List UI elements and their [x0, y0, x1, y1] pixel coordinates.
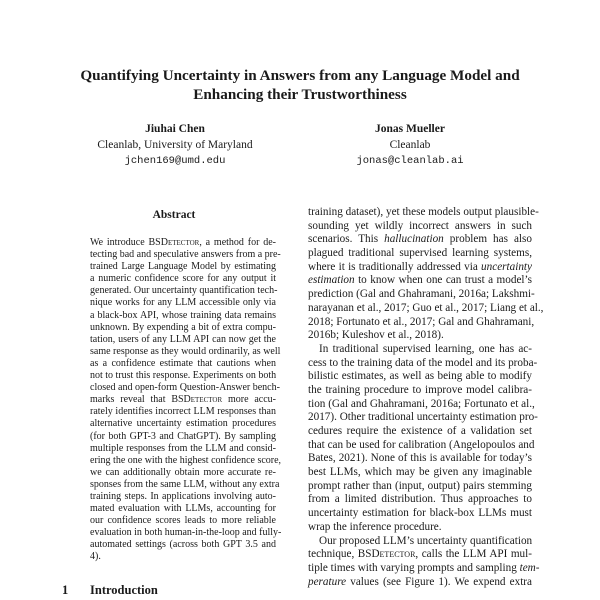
- text-span: problem has also: [443, 233, 532, 246]
- text-span: more accu-: [222, 394, 276, 406]
- text-line: evaluation in both human-in-the-loop and fully-: [90, 527, 282, 539]
- italic-text: estimation: [308, 274, 355, 287]
- right-column-body: [308, 206, 544, 589]
- text-line: [308, 561, 540, 576]
- text-span: scenarios. This: [308, 233, 385, 246]
- text-line: [90, 394, 276, 406]
- text-line: a numeric confidence score for any output it: [90, 273, 276, 285]
- text-line: [308, 576, 532, 590]
- text-line: multiple responses from the LLM and consid-: [90, 442, 276, 454]
- text-line: tation, users of any LLM API can now get the: [90, 333, 276, 345]
- author-affiliation: Cleanlab, University of Maryland: [97, 139, 253, 151]
- text-line: same response as they would ordinarily, as well: [90, 345, 281, 357]
- text-span: , a method for de-: [199, 237, 276, 248]
- text-line: that can be used for calibration (Angelopoulos and: [308, 438, 535, 451]
- text-span: marks reveal that BSD: [90, 394, 191, 406]
- author-block: [280, 121, 540, 169]
- text-line: 2016b; Kuleshov et al., 2018).: [308, 329, 444, 342]
- text-span: where it is traditionally addressed via: [308, 260, 482, 273]
- text-line: 4).: [90, 551, 101, 563]
- text-line: the training procedure to improve model calibra-: [308, 383, 532, 396]
- text-span: values (see Figure 1). We expend extra: [346, 575, 532, 588]
- text-line: we can additionally obtain more accurate re-: [90, 466, 276, 478]
- text-line: generated. Our uncertainty quantification tech-: [90, 285, 278, 297]
- text-line: cess to the training data of the model and its proba-: [308, 356, 538, 369]
- text-line: uncertainty estimation for black-box LLMs must: [308, 507, 532, 520]
- abstract-heading: Abstract: [152, 209, 196, 221]
- text-line: [308, 261, 532, 275]
- text-line: Our proposed LLM’s uncertainty quantification: [319, 534, 533, 547]
- text-line: prediction (Gal and Ghahramani, 2016a; Lakshmi-: [308, 288, 535, 301]
- text-line: automated settings (across both GPT 3.5 and: [90, 539, 276, 551]
- text-line: [90, 237, 276, 249]
- text-line: training dataset), yet these models output plausible-: [308, 206, 539, 218]
- title-line: Quantifying Uncertainty in Answers from any Language Model and: [80, 67, 520, 84]
- text-line: mated evaluation with LLMs, accounting for: [90, 503, 276, 515]
- title-line: Enhancing their Trustworthiness: [193, 86, 407, 103]
- text-span: tiple times with varying prompts and sampling: [308, 561, 520, 574]
- italic-text: uncertainty: [481, 260, 532, 273]
- text-line: from a limited distribution. Thus approaches to: [308, 493, 532, 506]
- text-line: [308, 548, 532, 562]
- text-line: our confidence scores leads to more reliable: [90, 515, 276, 527]
- author-name: Jiuhai Chen: [145, 123, 205, 135]
- author-affiliation: Cleanlab: [389, 139, 431, 151]
- text-line: ering the one with the highest confidence score,: [90, 454, 282, 466]
- author-email[interactable]: jchen169@umd.edu: [124, 155, 226, 167]
- author-name: Jonas Mueller: [375, 123, 445, 135]
- text-span: technique, BSD: [308, 548, 380, 561]
- abstract-body: [90, 237, 282, 564]
- text-line: unknown. By expending a bit of extra compu-: [90, 321, 276, 333]
- smallcaps-text: etector: [167, 237, 200, 248]
- text-line: sounding yet wildly incorrect answers in such: [308, 219, 532, 232]
- author-block: [45, 121, 305, 169]
- text-line: narayanan et al., 2017; Guo et al., 2017; Liang et al.,: [308, 301, 544, 314]
- text-line: [308, 233, 532, 247]
- paper-title: [0, 66, 600, 104]
- section-number: 1: [62, 583, 69, 597]
- text-line: alternative uncertainty estimation procedures: [90, 418, 276, 430]
- text-line: [308, 274, 532, 288]
- text-line: sponses from the same LLM, without any extra: [90, 478, 280, 490]
- text-line: 2018; Fortunato et al., 2017; Gal and Ghahramani,: [308, 315, 535, 328]
- text-line: cedures require the existence of a validation set: [308, 425, 532, 437]
- section-heading: [62, 583, 158, 598]
- text-line: 2017). Other traditional uncertainty estimation pro-: [308, 411, 538, 424]
- text-span: to know when one can trust a model’s: [354, 274, 532, 287]
- text-span: We introduce BSD: [90, 237, 168, 248]
- text-line: bilistic estimates, as well as being able to modify: [308, 370, 532, 383]
- text-span: , calls the LLM API mul-: [415, 548, 532, 561]
- text-line: rately identifies incorrect LLM responses than: [90, 406, 276, 418]
- text-line: tion (Gal and Ghahramani, 2016a; Fortunato et al.,: [308, 397, 535, 410]
- text-line: Bates, 2021). None of this is available for today’s: [308, 452, 532, 465]
- text-line: plagued traditional supervised learning systems,: [308, 247, 532, 260]
- text-line: not to trust this response. Experiments on both: [90, 370, 277, 382]
- text-line: nique works for any LLM accessible only via: [90, 297, 276, 309]
- italic-text: hallucination: [384, 233, 444, 246]
- text-line: a black-box API, whose training data remains: [90, 309, 276, 321]
- text-line: wrap the inference procedure.: [308, 520, 442, 533]
- text-line: trained Large Language Model by estimating: [90, 261, 276, 273]
- text-line: (for both GPT-3 and ChatGPT). By sampling: [90, 430, 276, 442]
- text-line: In traditional supervised learning, one has ac-: [319, 342, 532, 355]
- text-line: prompt rather than (input, output) pairs stemming: [308, 479, 532, 492]
- text-line: as a confidence estimate that cautions when: [90, 357, 276, 369]
- author-email[interactable]: jonas@cleanlab.ai: [356, 155, 464, 167]
- italic-text: tem-: [519, 561, 540, 574]
- text-line: training steps. In applications involving auto-: [90, 490, 276, 502]
- italic-text: perature: [308, 575, 347, 588]
- text-line: best LLMs, which may be given any imaginable: [308, 466, 532, 479]
- text-line: tecting bad and speculative answers from a pre-: [90, 249, 281, 261]
- text-line: closed and open-form Question-Answer bench-: [90, 382, 280, 394]
- section-title: Introduction: [90, 583, 158, 597]
- smallcaps-text: etector: [190, 394, 223, 406]
- smallcaps-text: etector: [379, 548, 416, 561]
